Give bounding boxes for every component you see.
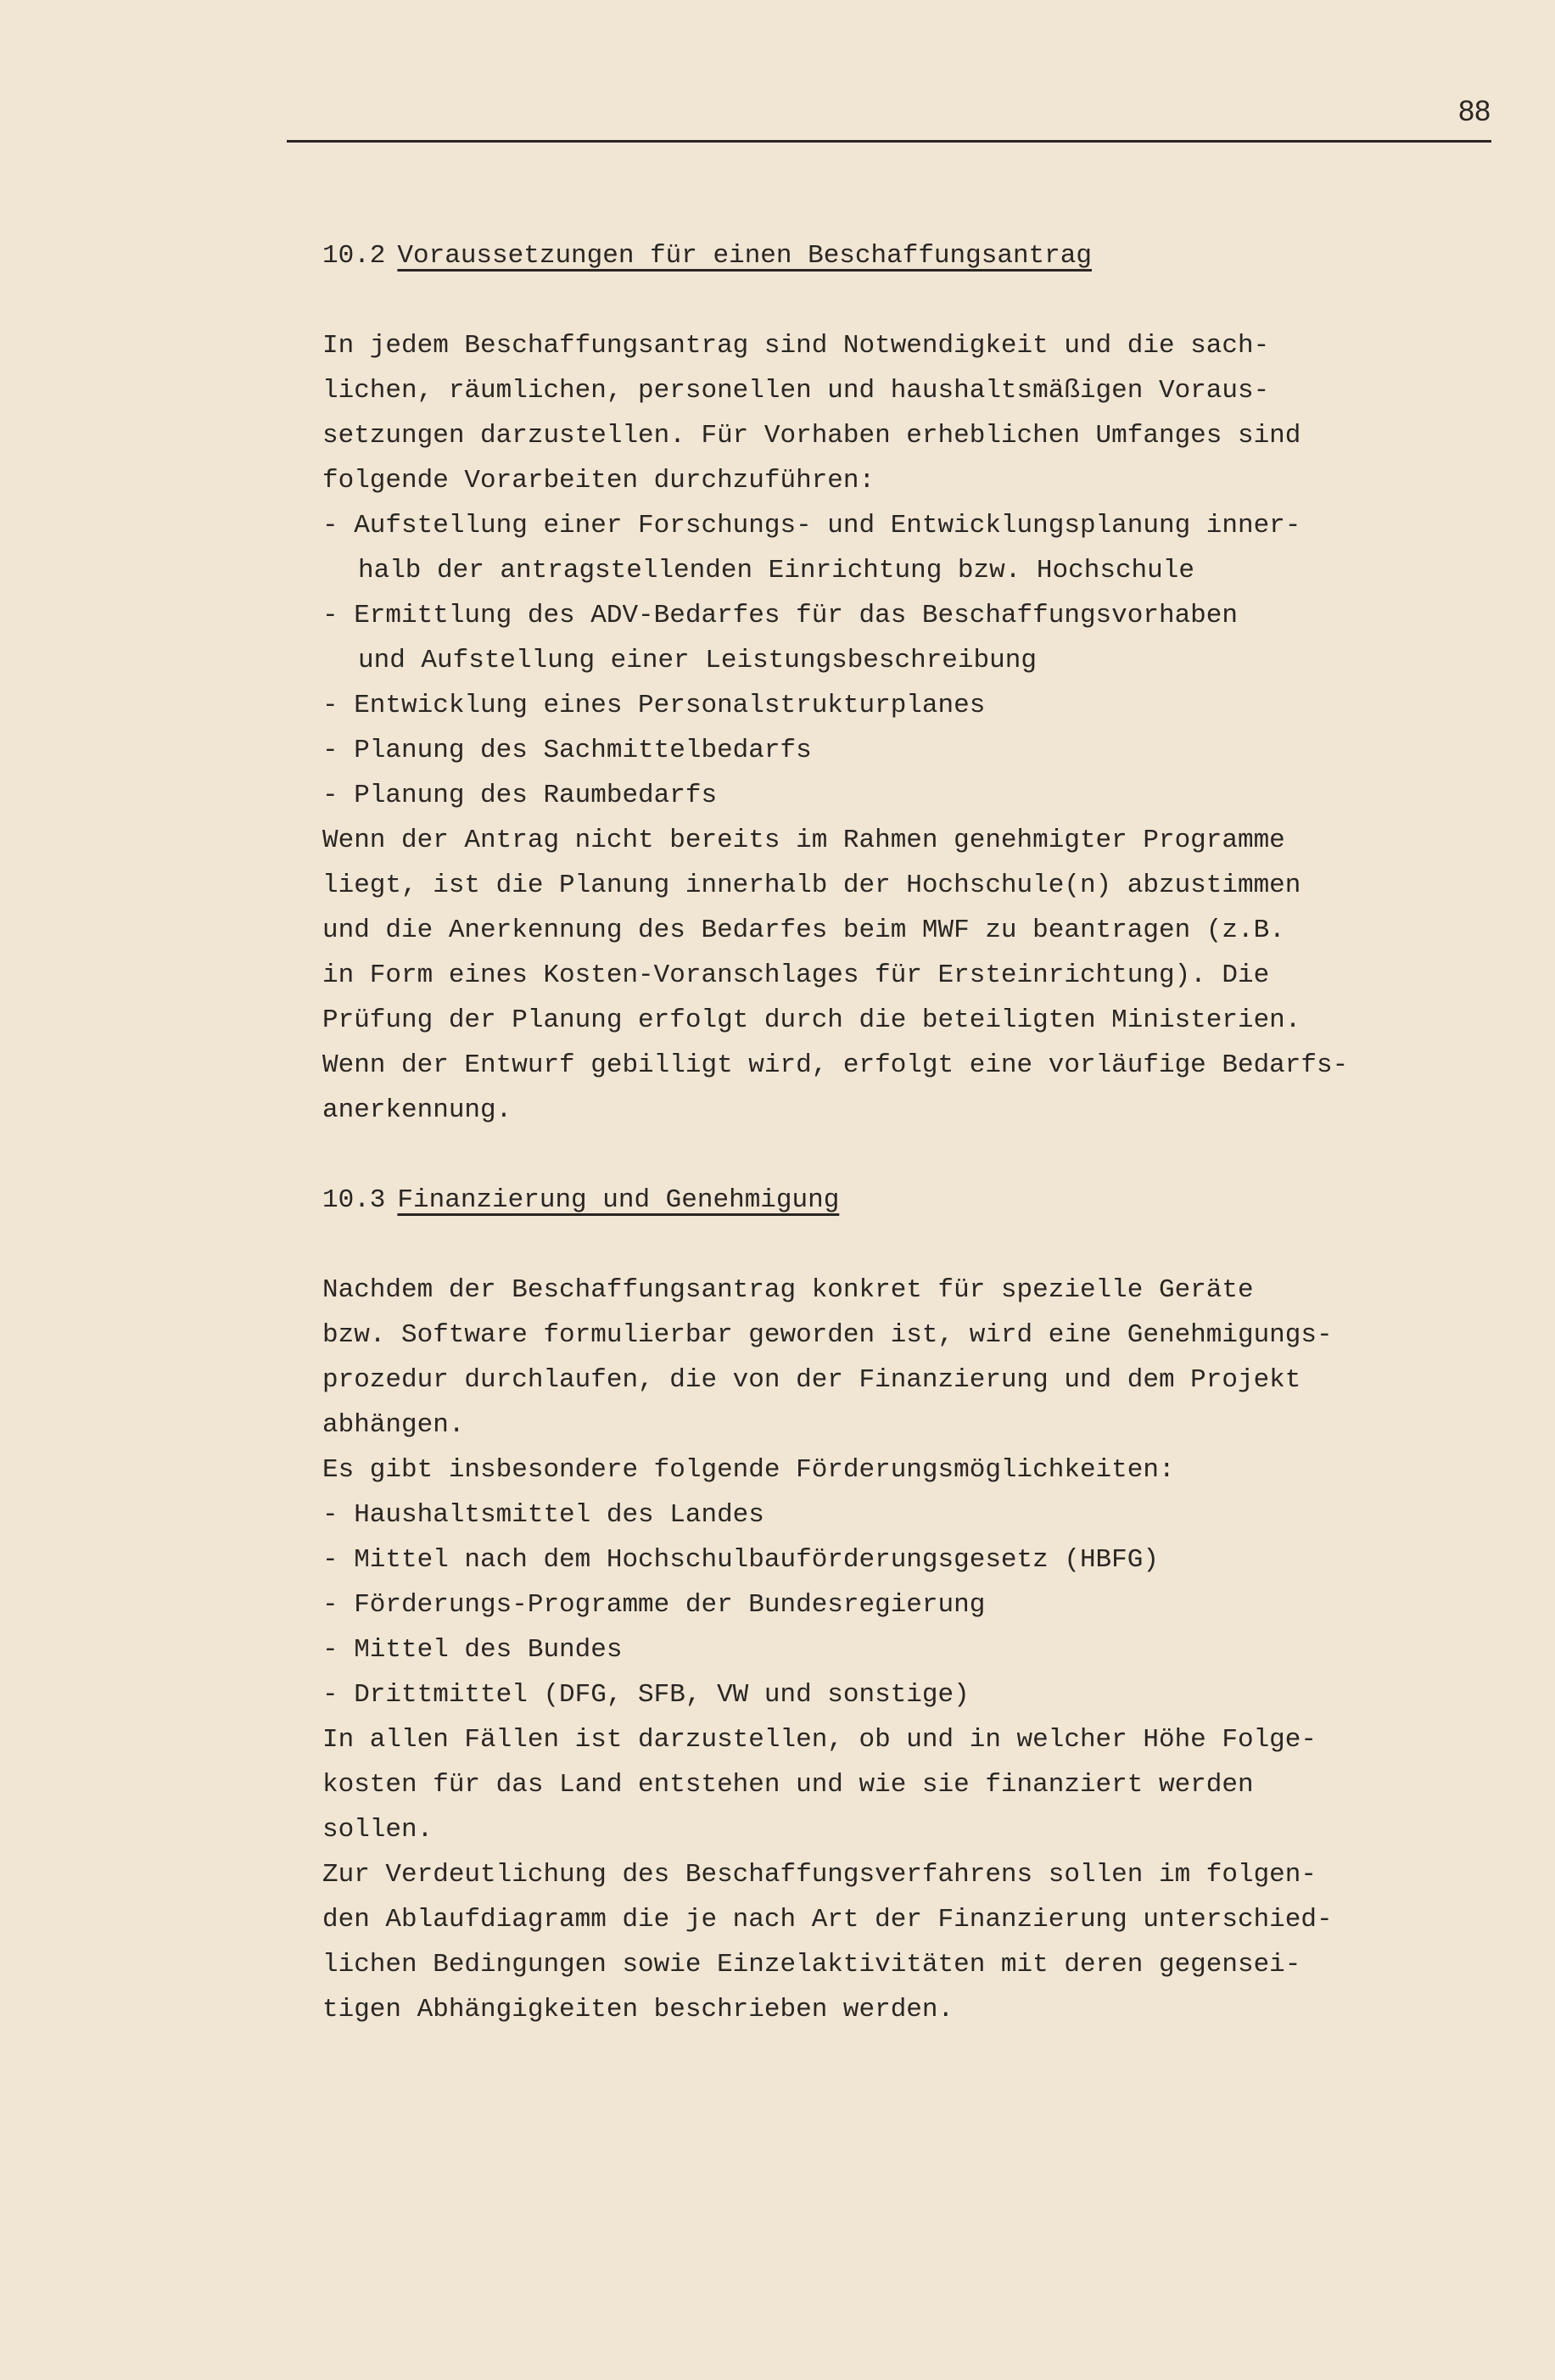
text-line: Zur Verdeutlichung des Beschaffungsverfahrens sollen im folgen- — [322, 1860, 1317, 1890]
list-item: - Aufstellung einer Forschungs- und Entwicklungsplanung inner- — [322, 511, 1301, 540]
list-item: - Planung des Sachmittelbedarfs — [322, 736, 812, 765]
section-number: 10.3 — [322, 1185, 386, 1215]
list-item-continuation: halb der antragstellenden Einrichtung bzw. Hochschule — [358, 556, 1194, 585]
text-line: kosten für das Land entstehen und wie sie finanziert werden — [322, 1770, 1254, 1800]
text-line: Wenn der Entwurf gebilligt wird, erfolgt eine vorläufige Bedarfs- — [322, 1050, 1349, 1080]
text-line: anerkennung. — [322, 1095, 512, 1125]
text-line: Nachdem der Beschaffungsantrag konkret für spezielle Geräte — [322, 1275, 1254, 1305]
section-heading-10-2 — [322, 233, 1510, 278]
text-line: Wenn der Antrag nicht bereits im Rahmen genehmigter Programme — [322, 826, 1285, 855]
section-heading-10-3 — [322, 1178, 1510, 1223]
list-item: - Drittmittel (DFG, SFB, VW und sonstige) — [322, 1680, 970, 1710]
list-item: - Mittel nach dem Hochschulbauförderungsgesetz (HBFG) — [322, 1545, 1159, 1575]
list-item: - Entwicklung eines Personalstrukturplanes — [322, 691, 986, 720]
text-line: liegt, ist die Planung innerhalb der Hochschule(n) abzustimmen — [322, 871, 1301, 900]
list-item-continuation: und Aufstellung einer Leistungsbeschreibung — [358, 646, 1037, 675]
section-10-3-bullets — [322, 1492, 1510, 1717]
text-line: folgende Vorarbeiten durchzuführen: — [322, 466, 875, 496]
text-line: tigen Abhängigkeiten beschrieben werden. — [322, 1995, 954, 2024]
text-line: lichen, räumlichen, personellen und haushaltsmäßigen Voraus- — [322, 376, 1270, 406]
section-10-2-bullets — [322, 503, 1510, 818]
text-line: Es gibt insbesondere folgende Förderungsmöglichkeiten: — [322, 1455, 1175, 1485]
text-line: und die Anerkennung des Bedarfes beim MWF zu beantragen (z.B. — [322, 916, 1285, 945]
text-line: bzw. Software formulierbar geworden ist, wird eine Genehmigungs- — [322, 1320, 1333, 1350]
text-line: setzungen darzustellen. Für Vorhaben erheblichen Umfanges sind — [322, 421, 1301, 451]
document-body — [322, 233, 1510, 2032]
section-10-3-outro — [322, 1717, 1510, 2032]
text-line: In allen Fällen ist darzustellen, ob und in welcher Höhe Folge- — [322, 1725, 1317, 1755]
section-title: Finanzierung und Genehmigung — [397, 1185, 840, 1215]
section-10-2-outro — [322, 818, 1510, 1133]
text-line: in Form eines Kosten-Voranschlages für Ersteinrichtung). Die — [322, 960, 1270, 990]
text-line: prozedur durchlaufen, die von der Finanzierung und dem Projekt — [322, 1365, 1301, 1395]
list-item: - Förderungs-Programme der Bundesregierung — [322, 1590, 986, 1620]
header-rule — [287, 140, 1491, 143]
text-line: lichen Bedingungen sowie Einzelaktivitäten mit deren gegensei- — [322, 1950, 1301, 1980]
list-item: - Mittel des Bundes — [322, 1635, 623, 1665]
page-number: 88 — [1458, 95, 1491, 127]
section-number: 10.2 — [322, 241, 386, 271]
text-line: sollen. — [322, 1815, 433, 1845]
list-item: - Haushaltsmittel des Landes — [322, 1500, 764, 1530]
list-item: - Planung des Raumbedarfs — [322, 781, 718, 810]
text-line: den Ablaufdiagramm die je nach Art der Finanzierung unterschied- — [322, 1905, 1333, 1935]
text-line: In jedem Beschaffungsantrag sind Notwendigkeit und die sach- — [322, 331, 1270, 361]
section-title: Voraussetzungen für einen Beschaffungsantrag — [397, 241, 1092, 271]
section-10-3-intro — [322, 1268, 1510, 1492]
text-line: abhängen. — [322, 1410, 465, 1440]
section-10-2-intro — [322, 323, 1510, 503]
text-line: Prüfung der Planung erfolgt durch die beteiligten Ministerien. — [322, 1005, 1301, 1035]
list-item: - Ermittlung des ADV-Bedarfes für das Beschaffungsvorhaben — [322, 601, 1238, 630]
